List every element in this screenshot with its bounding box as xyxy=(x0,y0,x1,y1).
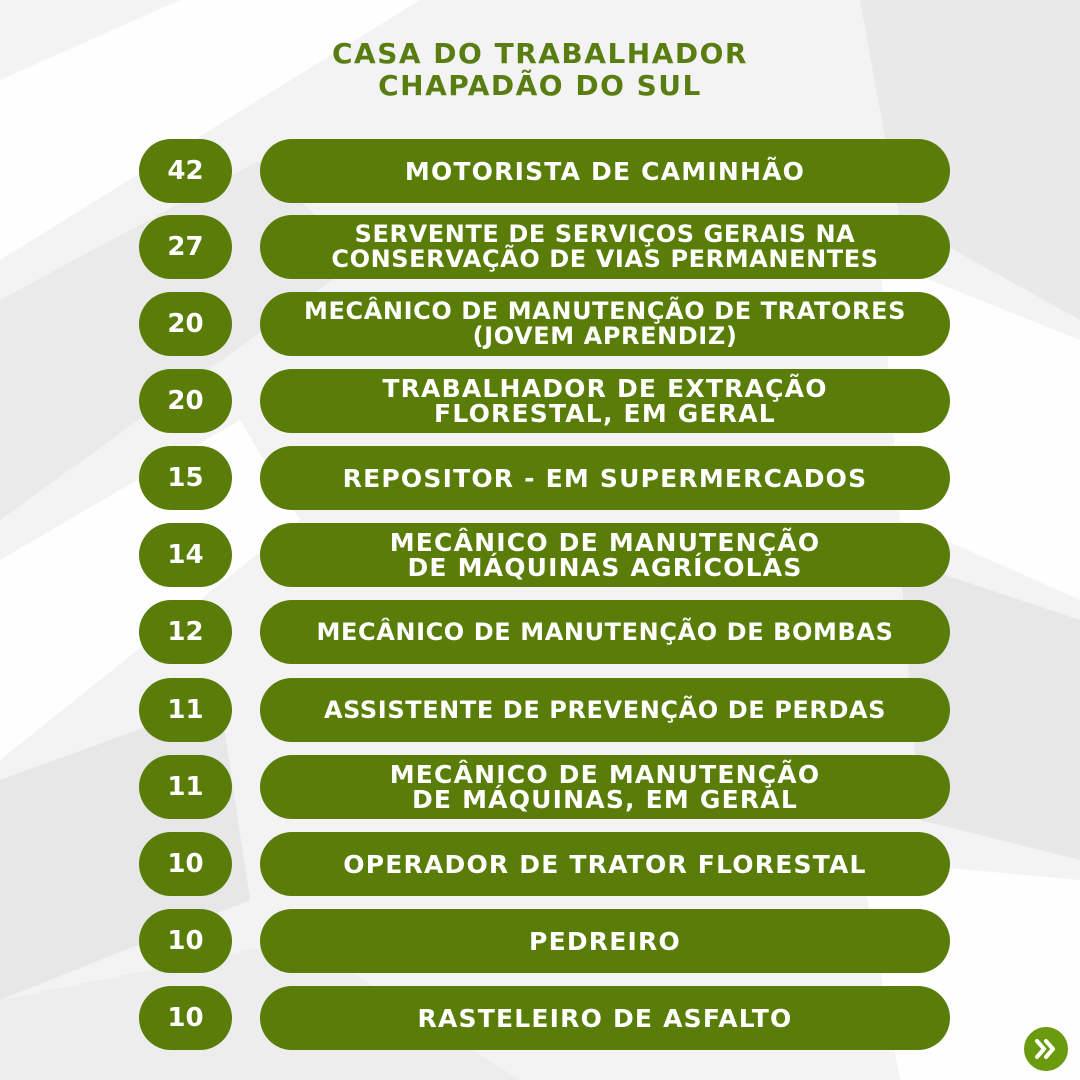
job-title-pill xyxy=(260,909,950,973)
job-title-pill xyxy=(260,292,950,356)
job-title-line: MECÂNICO DE MANUTENÇÃO DE BOMBAS xyxy=(316,617,894,646)
job-title-line: FLORESTAL, EM GERAL xyxy=(434,399,776,428)
job-title-pill xyxy=(260,446,950,510)
vacancy-count-badge: 20 xyxy=(139,369,232,433)
vacancy-count-badge: 12 xyxy=(139,600,232,664)
job-title-line: RASTELEIRO DE ASFALTO xyxy=(417,1003,793,1033)
vacancy-count-badge: 10 xyxy=(139,832,232,896)
job-row xyxy=(0,986,1080,1050)
job-row xyxy=(0,600,1080,664)
job-title-pill xyxy=(260,523,950,587)
job-row xyxy=(0,523,1080,587)
job-title-line: DE MÁQUINAS, EM GERAL xyxy=(411,785,799,814)
vacancy-count-badge: 11 xyxy=(139,755,232,819)
job-title-line: TRABALHADOR DE EXTRAÇÃO xyxy=(382,374,828,403)
job-title-pill xyxy=(260,369,950,433)
job-row xyxy=(0,832,1080,896)
job-title-line: (JOVEM APRENDIZ) xyxy=(472,322,738,350)
vacancy-count-badge: 42 xyxy=(139,139,232,203)
vacancy-count-badge: 11 xyxy=(139,678,232,742)
job-title-line: PEDREIRO xyxy=(529,926,681,956)
vacancy-count-badge: 15 xyxy=(139,446,232,510)
job-title-pill xyxy=(260,678,950,742)
vacancy-count-badge: 14 xyxy=(139,523,232,587)
job-row xyxy=(0,139,1080,203)
job-title-pill xyxy=(260,755,950,819)
job-title-line: OPERADOR DE TRATOR FLORESTAL xyxy=(343,849,867,879)
job-title-line: MECÂNICO DE MANUTENÇÃO xyxy=(389,760,821,789)
job-title-pill xyxy=(260,215,950,279)
job-title-pill xyxy=(260,139,950,203)
next-page-button[interactable] xyxy=(1022,1025,1070,1073)
title-line-2: CHAPADÃO DO SUL xyxy=(378,69,702,102)
job-row xyxy=(0,909,1080,973)
double-chevron-right-icon xyxy=(1031,1034,1061,1064)
page-title xyxy=(0,38,1080,102)
job-title-line: MOTORISTA DE CAMINHÃO xyxy=(404,156,806,186)
vacancy-count-badge: 10 xyxy=(139,909,232,973)
vacancy-count-badge: 10 xyxy=(139,986,232,1050)
job-title-pill xyxy=(260,986,950,1050)
job-row xyxy=(0,446,1080,510)
job-row xyxy=(0,678,1080,742)
job-row xyxy=(0,292,1080,356)
title-line-1: CASA DO TRABALHADOR xyxy=(332,37,748,70)
vacancy-count-badge: 27 xyxy=(139,215,232,279)
job-title-line: ASSISTENTE DE PREVENÇÃO DE PERDAS xyxy=(323,695,887,724)
job-title-line: CONSERVAÇÃO DE VIAS PERMANENTES xyxy=(331,245,879,273)
job-title-line: REPOSITOR - EM SUPERMERCADOS xyxy=(342,463,868,493)
job-title-line: MECÂNICO DE MANUTENÇÃO xyxy=(389,528,821,557)
job-row xyxy=(0,369,1080,433)
job-title-pill xyxy=(260,600,950,664)
job-title-line: DE MÁQUINAS AGRÍCOLAS xyxy=(407,553,803,582)
job-title-line: MECÂNICO DE MANUTENÇÃO DE TRATORES xyxy=(304,297,906,325)
vacancy-count-badge: 20 xyxy=(139,292,232,356)
job-title-line: SERVENTE DE SERVIÇOS GERAIS NA xyxy=(354,220,856,248)
job-row xyxy=(0,755,1080,819)
job-row xyxy=(0,215,1080,279)
job-title-pill xyxy=(260,832,950,896)
